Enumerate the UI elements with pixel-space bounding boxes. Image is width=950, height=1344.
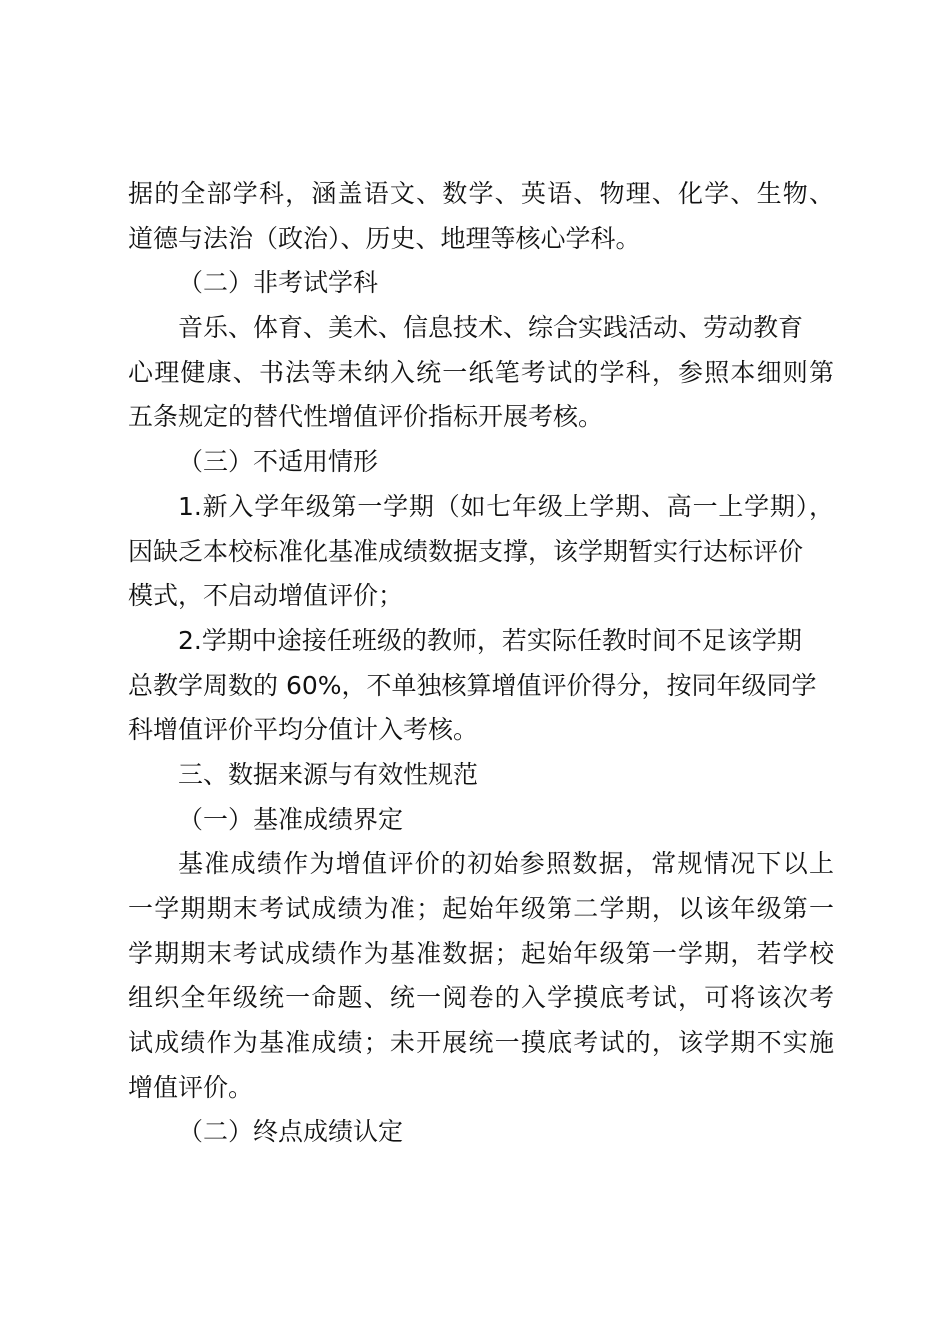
text-line: 音乐、体育、美术、信息技术、综合实践活动、劳动教育: [178, 313, 804, 343]
text-line: 一学期期末考试成绩为准；起始年级第二学期，以该年级第一: [128, 894, 834, 923]
text-line: 模式，不启动增值评价；: [128, 581, 404, 611]
text-line: 科增值评价平均分值计入考核。: [128, 715, 479, 745]
text-line: 增值评价。: [128, 1072, 254, 1102]
text-line: 试成绩作为基准成绩；未开展统一摸底考试的，该学期不实施: [128, 1028, 834, 1058]
chapter-heading: 三、数据来源与有效性规范: [178, 759, 479, 789]
text-line: 组织全年级统一命题、统一阅卷的入学摸底考试，可将该次考: [128, 983, 834, 1013]
text-line: 基准成绩作为增值评价的初始参照数据，常规情况下以上: [178, 849, 834, 879]
text-line: 五条规定的替代性增值评价指标开展考核。: [128, 402, 604, 432]
section-heading: （三）不适用情形: [178, 447, 379, 477]
text-line: 因缺乏本校标准化基准成绩数据支撑，该学期暂实行达标评价: [128, 536, 804, 566]
text-line: 据的全部学科，涵盖语文、数学、英语、物理、化学、生物、: [128, 179, 834, 208]
section-heading: （二）非考试学科: [178, 268, 379, 298]
document-body: [128, 172, 834, 1155]
text-line: 总教学周数的 60%，不单独核算增值评价得分，按同年级同学: [128, 670, 817, 700]
text-line: 心理健康、书法等未纳入统一纸笔考试的学科，参照本细则第: [128, 357, 834, 387]
section-heading: （一）基准成绩界定: [178, 804, 404, 834]
text-line: 学期期末考试成绩作为基准数据；起始年级第一学期，若学校: [128, 938, 834, 968]
section-heading: （二）终点成绩认定: [178, 1117, 404, 1147]
text-line: 1.新入学年级第一学期（如七年级上学期、高一上学期），: [178, 491, 834, 521]
text-line: 道德与法治（政治）、历史、地理等核心学科。: [128, 223, 641, 253]
text-line: 2.学期中途接任班级的教师，若实际任教时间不足该学期: [178, 625, 802, 655]
